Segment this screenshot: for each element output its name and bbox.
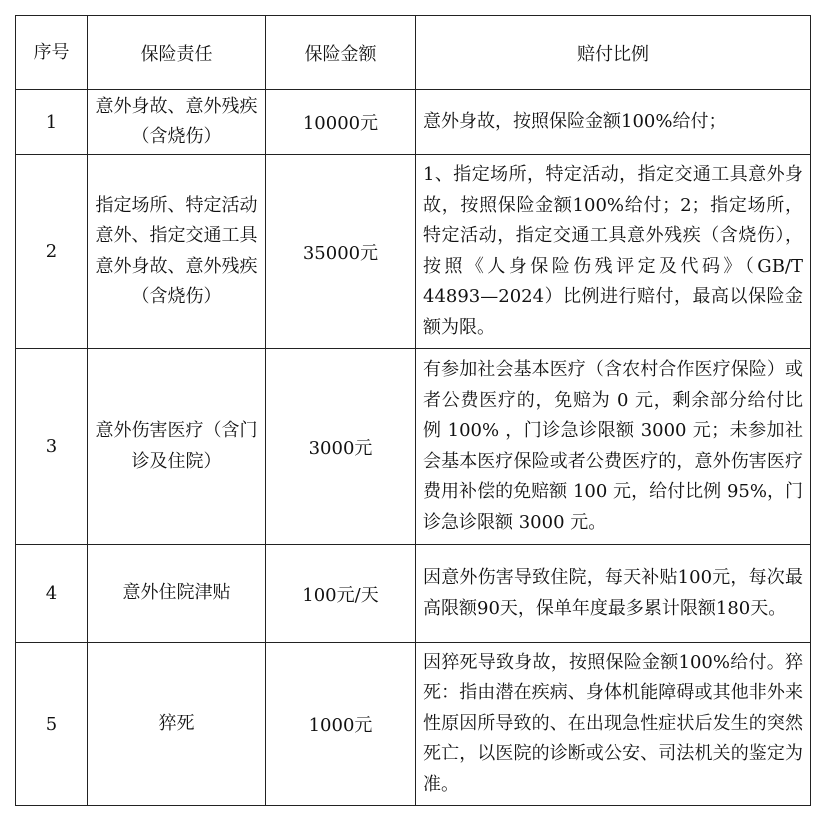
table-row (16, 155, 811, 349)
header-row (16, 16, 811, 90)
table-row (16, 349, 811, 545)
row-ratio: 因猝死导致身故，按照保险金额100%给付。猝死：指由潜在疾病、身体机能障碍或其他非外来性原因所导致的、在出现急性症状后发生的突然死亡，以医院的诊断或公安、司法机关的鉴定为准。 (416, 643, 811, 806)
table-row (16, 90, 811, 155)
row-no: 1 (16, 90, 88, 155)
header-ratio: 赔付比例 (416, 16, 811, 90)
row-ratio: 1、指定场所，特定活动，指定交通工具意外身故，按照保险金额100%给付；2；指定场所，特定活动，指定交通工具意外残疾（含烧伤），按照《人身保险伤残评定及代码》（GB/T 44893—2024）比例进行赔付，最高以保险金额为限。 (416, 155, 811, 349)
row-no: 4 (16, 545, 88, 643)
table-row (16, 643, 811, 806)
table-row (16, 545, 811, 643)
row-no: 2 (16, 155, 88, 349)
row-responsibility: 指定场所、特定活动意外、指定交通工具意外身故、意外残疾（含烧伤） (88, 155, 266, 349)
row-no: 5 (16, 643, 88, 806)
header-amount: 保险金额 (266, 16, 416, 90)
header-responsibility: 保险责任 (88, 16, 266, 90)
row-ratio: 意外身故，按照保险金额100%给付； (416, 90, 811, 155)
row-responsibility: 意外伤害医疗（含门诊及住院） (88, 349, 266, 545)
row-responsibility: 意外身故、意外残疾（含烧伤） (88, 90, 266, 155)
row-responsibility: 意外住院津贴 (88, 545, 266, 643)
row-amount: 3000元 (266, 349, 416, 545)
row-ratio: 因意外伤害导致住院，每天补贴100元，每次最高限额90天，保单年度最多累计限额180天。 (416, 545, 811, 643)
header-no: 序号 (16, 16, 88, 90)
row-amount: 100元/天 (266, 545, 416, 643)
row-ratio: 有参加社会基本医疗（含农村合作医疗保险）或者公费医疗的，免赔为 0 元，剩余部分给付比例 100% ，门诊急诊限额 3000 元；未参加社会基本医疗保险或者公费医疗的，意外伤害医疗费用补偿的免赔额 100 元，给付比例 95%，门诊急诊限额 3000 元。 (416, 349, 811, 545)
row-amount: 1000元 (266, 643, 416, 806)
table-body (16, 90, 811, 806)
table-header (16, 16, 811, 90)
row-no: 3 (16, 349, 88, 545)
row-amount: 35000元 (266, 155, 416, 349)
insurance-coverage-table (15, 15, 811, 806)
row-responsibility: 猝死 (88, 643, 266, 806)
row-amount: 10000元 (266, 90, 416, 155)
